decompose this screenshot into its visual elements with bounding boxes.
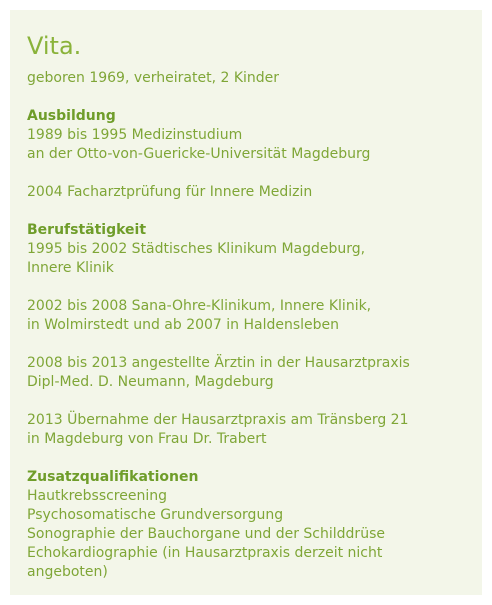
zusatz-line: Hautkrebsscreening [27,488,168,504]
intro-paragraph [27,69,477,88]
beruf-entry-line: 2008 bis 2013 angestellte Ärztin in der Hausarztpraxis [27,355,410,371]
zusatz-line: angeboten) [27,564,108,580]
page-title: Vita. [27,32,82,60]
ausbildung-line: 1989 bis 1995 Medizinstudium [27,127,243,143]
intro-text: geboren 1969, verheiratet, 2 Kinder [27,70,280,86]
zusatz-section [27,468,477,582]
ausbildung-line: an der Otto-von-Guericke-Universität Magdeburg [27,146,371,162]
beruf-entry-line: Dipl-Med. D. Neumann, Magdeburg [27,374,274,390]
beruf-entry [27,221,477,278]
zusatz-line: Sonographie der Bauchorgane und der Schilddrüse [27,526,385,542]
facharzt-text: 2004 Facharztprüfung für Innere Medizin [27,184,313,200]
beruf-entry-line: 1995 bis 2002 Städtisches Klinikum Magdeburg, [27,241,366,257]
beruf-entry-line: 2013 Übernahme der Hausarztpraxis am Tränsberg 21 [27,412,409,428]
beruf-entry-line: Innere Klinik [27,260,114,276]
zusatz-line: Echokardiographie (in Hausarztpraxis derzeit nicht [27,545,383,561]
beruf-entry-line: 2002 bis 2008 Sana-Ohre-Klinikum, Innere Klinik, [27,298,372,314]
beruf-heading: Berufstätigkeit [27,222,147,238]
vita-content [27,69,477,601]
beruf-entry [27,297,477,335]
zusatz-heading: Zusatzqualifikationen [27,469,199,485]
vita-panel [10,10,482,595]
beruf-entry-line: in Magdeburg von Frau Dr. Trabert [27,431,267,447]
zusatz-line: Psychosomatische Grundversorgung [27,507,284,523]
beruf-entry [27,411,477,449]
beruf-entry-line: in Wolmirstedt und ab 2007 in Haldensleben [27,317,340,333]
beruf-entry [27,354,477,392]
ausbildung-heading: Ausbildung [27,108,116,124]
ausbildung-section [27,107,477,164]
facharzt-paragraph [27,183,477,202]
